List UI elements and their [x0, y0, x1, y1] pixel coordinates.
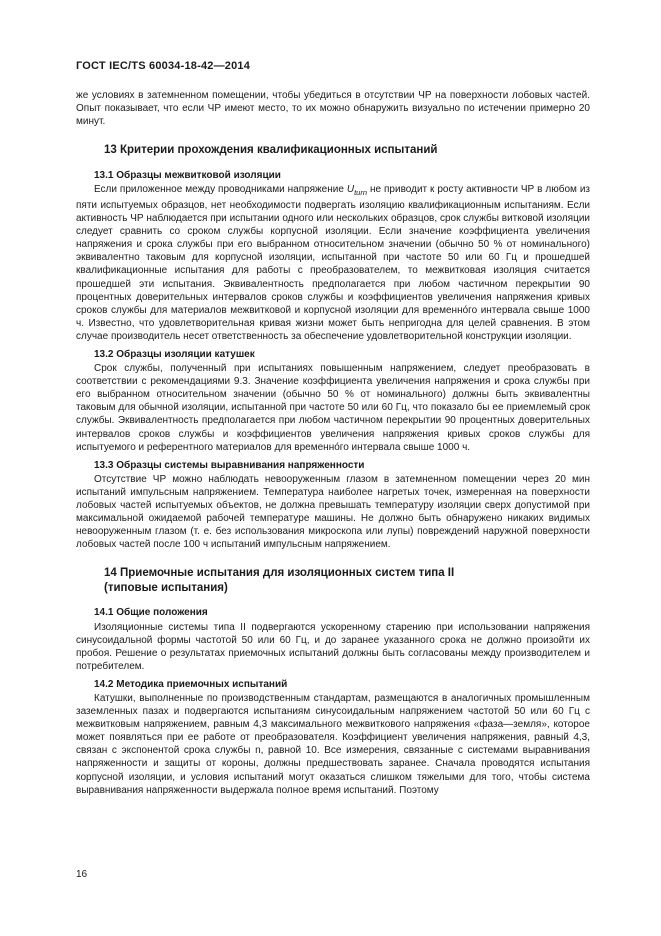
paragraph-13-2: Срок службы, полученный при испытаниях повышенным напряжением, следует преобразовать в соответствии с рекомендациями 9.3. Значение коэффициента увеличения напряжения и срока службы при его выбранном относительном значении (обычно 50 % от номинального) должны быть эквивалентны таковым для обычной изоляции, испытанной при частоте 50 или 60 Гц, что показало бы ее приемлемый срок службы. Эквивалентность предполагается при любом частичном перекрытии 90 процентных доверительных интервалов сроков службы и коэффициентов увеличения напряжения кривых сроков службы для испытуемого и референтного материалов для временно́го интервала свыше 1000 ч.: [76, 363, 590, 453]
paragraph-14-1: Изоляционные системы типа II подвергаются ускоренному старению при использовании напряжения синусоидальной формы частотой 50 или 60 Гц, и до заранее указанного срока не должно произойти их пробоя. Решение о результатах приемочных испытаний должны быть согласованы между производителем и потребителем.: [76, 621, 590, 672]
section-13-heading-text: 13 Критерии прохождения квалификационных испытаний: [104, 144, 438, 157]
subsection-13-2-heading: 13.2 Образцы изоляции катушек: [94, 349, 255, 360]
section-14-heading: [76, 566, 590, 595]
page-number: 16: [76, 869, 88, 880]
u-turn-symbol-letter: U: [346, 183, 355, 195]
continuation-paragraph: же условиях в затемненном помещении, чтобы убедиться в отсутствии ЧР на поверхности лобовых частей. Опыт показывает, что если ЧР имеют место, то их можно обнаружить визуально по истечении примерно 20 минут.: [76, 90, 590, 128]
subsection-13-1-heading: 13.1 Образцы межвитковой изоляции: [94, 169, 281, 181]
paragraph-13-1: [76, 183, 590, 343]
subsection-13-3-heading: 13.3 Образцы системы выравнивания напряженности: [94, 459, 365, 471]
subsection-14-2-heading: 14.2 Методика приемочных испытаний: [94, 678, 288, 690]
paragraph-13-1-text-post: не приводит к росту активности ЧР в любом из пяти испытуемых образцов, нет необходимости подвергать изоляцию квалификационным испытаниям. Если активность ЧР наблюдается при испытании одного или нескольких образцов, срок службы витковой изоляции следует сравнить со сроком службы корпусной изоляции. Если значение коэффициента увеличения напряжения и срока службы при его выбранном относительном значении (обычно 50 % от номинального) эквивалентно таковым для корпусной изоляции, испытанной при частоте 50 или 60 Гц и прошедшей квалификационные испытания для работы с преобразователем, то межвитковая изоляция считается прошедшей эти испытания. Эквивалентность предполагается при любом частичном перекрытии 90 процентных доверительных интервалов сроков службы и коэффициентов увеличения напряжения кривых сроков службы для материалов межвитковой и корпусной изоляции для временно́го интервала свыше 1000 ч. Известно, что удовлетворительная кривая жизни может быть непригодна для целей сравнения. В этом случае производитель несет ответственность за обеспечение удовлетворительной конструкции изоляции.: [76, 183, 590, 342]
section-14-heading-line2: (типовые испытания): [104, 581, 228, 594]
document-content: [76, 60, 590, 797]
section-14-heading-line1: 14 Приемочные испытания для изоляционных систем типа II: [104, 567, 455, 580]
paragraph-13-1-text-pre: Если приложенное между проводниками напряжение: [94, 183, 347, 195]
standard-number: ГОСТ IEC/TS 60034-18-42—2014: [76, 60, 251, 72]
paragraph-14-2: Катушки, выполненные по производственным стандартам, размещаются в аналогичных промышленным заземленных пазах и подвергаются испытаниям синусоидальным напряжением частотой 50 или 60 Гц с межвитковым напряжением, равным 4,3 максимального межвиткового напряжения «фаза—земля», которое может появляться при ее работе от преобразователя. Коэффициент увеличения напряжения, равный 4,3, связан с экспонентой срока службы n, равной 10. Все измерения, связанные с системами выравнивания напряженности и защиты от короны, должны предшествовать заранее. Сначала проводятся испытания корпусной изоляции, и условия испытаний могут оказаться слишком тяжелыми для того, чтобы система выравнивания напряженности выдержала полное время испытаний. Поэтому: [76, 692, 590, 796]
u-turn-symbol-subscript: turn: [354, 187, 368, 197]
section-13-heading: [76, 143, 590, 158]
document-header: [76, 60, 590, 73]
u-turn-symbol: [347, 184, 367, 195]
paragraph-13-3: Отсутствие ЧР можно наблюдать невооруженным глазом в затемненном помещении через 20 мин испытаний импульсным напряжением. Температура наиболее нагретых точек, измеренная на поверхности лобовых частей испытуемых объектов, не должна превышать температуру изоляции сверх допустимой при максимальной ожидаемой рабочей температуре машины. Не должно быть обнаружено никаких видимых невооруженным глазом (т. е. без использования микроскопа или лупы) повреждений наружной поверхности лобовых частей после 100 ч испытаний импульсным напряжением.: [76, 473, 590, 551]
subsection-14-1-heading: 14.1 Общие положения: [94, 607, 208, 619]
